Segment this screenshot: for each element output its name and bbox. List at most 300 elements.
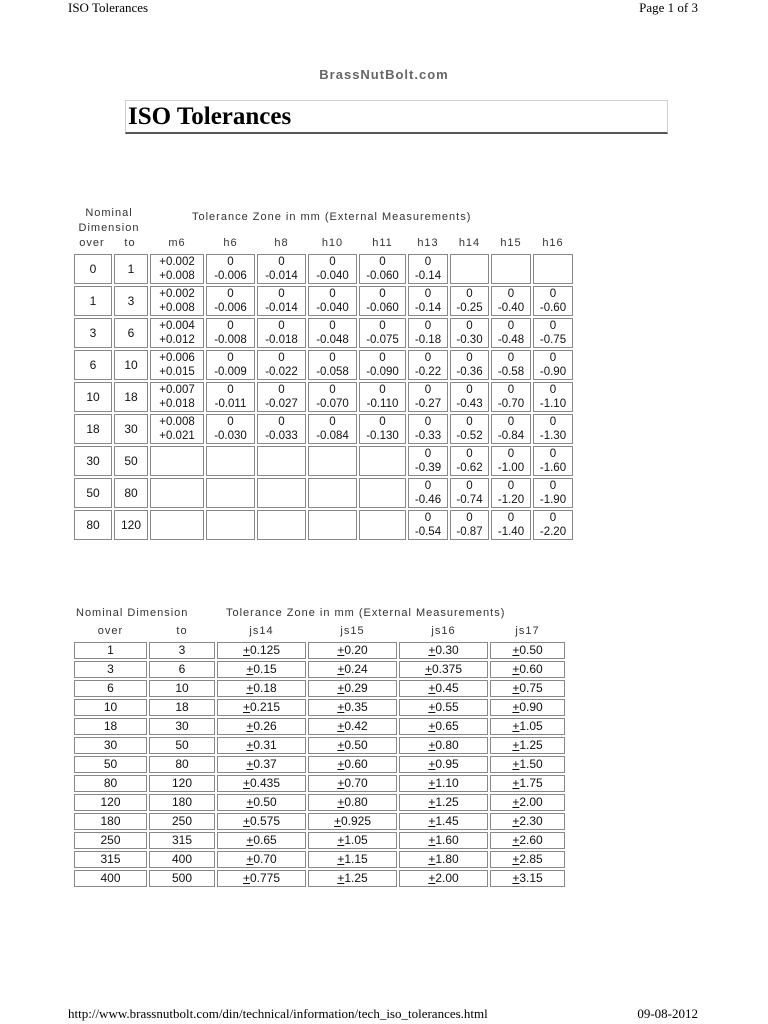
t1-tolerance-cell-h15: [491, 414, 531, 444]
t1-tolerance-cell-h8: [257, 286, 306, 316]
lower-deviation: -0.027: [265, 398, 298, 410]
lower-deviation: +0.021: [159, 430, 195, 442]
lower-deviation: -0.46: [414, 494, 442, 506]
lower-deviation: -0.130: [366, 430, 399, 442]
t1-over-cell: 10: [74, 382, 112, 412]
upper-deviation: 0: [466, 320, 473, 332]
t2-tolerance-cell-js14: [217, 813, 306, 830]
upper-deviation: 0: [424, 256, 432, 268]
t2-tolerance-cell-js16: [399, 718, 488, 735]
t2-over-cell: 1: [74, 642, 147, 659]
t2-col-js17: js17: [515, 625, 540, 637]
upper-deviation: 0: [329, 256, 336, 268]
t2-to-cell: 315: [149, 832, 215, 849]
t1-tolerance-cell-h6: [206, 478, 255, 508]
tolerance-value: 0.37: [253, 757, 277, 771]
plus-minus-sign: +: [337, 776, 345, 790]
t1-tolerance-cell-h6: [206, 350, 255, 380]
tolerance-value: 2.60: [519, 833, 543, 847]
print-footer-date: 09-08-2012: [637, 1006, 698, 1021]
t2-tolerance-cell-js17: [490, 642, 565, 659]
print-header-page-number: Page 1 of 3: [639, 0, 698, 15]
tolerance-value: 1.10: [435, 776, 459, 790]
plus-minus-sign: +: [246, 738, 254, 752]
t2-tolerance-cell-js14: [217, 737, 306, 754]
t1-tolerance-cell-h13: [408, 478, 448, 508]
tolerance-value: 1.60: [435, 833, 459, 847]
tolerance-value: 0.45: [435, 681, 459, 695]
t2-to-cell: 500: [149, 870, 215, 887]
t1-tolerance-cell-h14: [450, 318, 489, 348]
t2-tolerance-cell-js14: [217, 832, 306, 849]
tolerance-value: 1.75: [519, 776, 543, 790]
t2-tolerance-cell-js17: [490, 680, 565, 697]
upper-deviation: 0: [379, 320, 386, 332]
upper-deviation: 0: [549, 416, 557, 428]
lower-deviation: -1.10: [539, 398, 567, 410]
upper-deviation: 0: [424, 416, 432, 428]
lower-deviation: -0.058: [316, 366, 349, 378]
t1-tolerance-cell-h8: [257, 318, 306, 348]
lower-deviation: -1.00: [497, 462, 525, 474]
lower-deviation: -0.006: [214, 270, 247, 282]
plus-minus-sign: +: [337, 719, 345, 733]
t1-tolerance-cell-h6: [206, 510, 255, 540]
tolerance-value: 0.125: [249, 643, 281, 657]
upper-deviation: 0: [227, 320, 234, 332]
t1-tolerance-cell-h11: [359, 446, 406, 476]
t1-to-cell: 50: [114, 446, 148, 476]
t2-tolerance-cell-js16: [399, 661, 488, 678]
t1-tolerance-cell-h10: [308, 446, 357, 476]
t2-tolerance-cell-js15: [308, 794, 397, 811]
tolerance-value: 1.25: [344, 871, 368, 885]
upper-deviation: 0: [278, 320, 285, 332]
t1-tolerance-cell-h11: [359, 382, 406, 412]
lower-deviation: -0.58: [497, 366, 525, 378]
upper-deviation: 0: [507, 320, 515, 332]
table-row: [74, 794, 565, 811]
tolerance-value: 0.925: [340, 814, 372, 828]
t1-tolerance-cell-h14: [450, 414, 489, 444]
t1-tolerance-cell-h8: [257, 478, 306, 508]
t2-to-cell: 30: [149, 718, 215, 735]
upper-deviation: 0: [549, 352, 557, 364]
t2-col-over: over: [97, 625, 124, 637]
plus-minus-sign: +: [337, 852, 345, 866]
t1-zone-label: Tolerance Zone in mm (External Measurements): [192, 211, 472, 223]
t2-col-js14: js14: [249, 625, 274, 637]
lower-deviation: -0.110: [366, 398, 399, 410]
t2-tolerance-cell-js15: [308, 756, 397, 773]
lower-deviation: -0.90: [539, 366, 567, 378]
t2-tolerance-cell-js15: [308, 661, 397, 678]
table-row: [74, 414, 573, 444]
upper-deviation: 0: [329, 288, 336, 300]
t2-tolerance-cell-js14: [217, 699, 306, 716]
upper-deviation: +0.002: [159, 288, 195, 300]
t2-tolerance-cell-js14: [217, 775, 306, 792]
t2-col-js16: js16: [431, 625, 456, 637]
plus-minus-sign: +: [428, 871, 436, 885]
upper-deviation: 0: [278, 288, 285, 300]
plus-minus-sign: +: [242, 871, 250, 885]
plus-minus-sign: +: [512, 757, 520, 771]
t1-tolerance-cell-h11: [359, 478, 406, 508]
plus-minus-sign: +: [337, 700, 345, 714]
t1-tolerance-cell-h14: [450, 446, 489, 476]
table-row: [74, 699, 565, 716]
t2-to-cell: 10: [149, 680, 215, 697]
t1-tolerance-cell-h6: [206, 382, 255, 412]
plus-minus-sign: +: [246, 681, 254, 695]
lower-deviation: -0.060: [366, 270, 399, 282]
t1-to-cell: 18: [114, 382, 148, 412]
plus-minus-sign: +: [428, 700, 436, 714]
upper-deviation: 0: [549, 288, 557, 300]
t1-tolerance-cell-m6: [150, 350, 204, 380]
upper-deviation: +0.004: [159, 320, 195, 332]
lower-deviation: -0.090: [366, 366, 399, 378]
t1-tolerance-cell-h10: [308, 414, 357, 444]
t1-tolerance-cell-h6: [206, 254, 255, 284]
lower-deviation: -0.033: [265, 430, 298, 442]
plus-minus-sign: +: [512, 681, 520, 695]
t2-tolerance-cell-js17: [490, 661, 565, 678]
upper-deviation: 0: [329, 352, 336, 364]
t2-tolerance-cell-js14: [217, 642, 306, 659]
t2-to-cell: 180: [149, 794, 215, 811]
t2-tolerance-cell-js16: [399, 870, 488, 887]
t2-tolerance-cell-js15: [308, 832, 397, 849]
tolerance-table-js: [72, 640, 567, 889]
table-row: [74, 318, 573, 348]
upper-deviation: 0: [278, 352, 285, 364]
t1-tolerance-cell-h16: [533, 446, 573, 476]
t1-to-cell: 3: [114, 286, 148, 316]
tolerance-value: 3.15: [519, 871, 543, 885]
tolerance-value: 1.25: [519, 738, 543, 752]
t2-over-cell: 400: [74, 870, 147, 887]
plus-minus-sign: +: [428, 643, 436, 657]
upper-deviation: 0: [329, 320, 336, 332]
t2-tolerance-cell-js17: [490, 756, 565, 773]
t2-tolerance-cell-js14: [217, 680, 306, 697]
tolerance-value: 0.60: [344, 757, 368, 771]
t1-to-cell: 10: [114, 350, 148, 380]
t2-over-cell: 250: [74, 832, 147, 849]
plus-minus-sign: +: [512, 776, 520, 790]
table-row: [74, 813, 565, 830]
tolerance-value: 0.80: [344, 795, 368, 809]
lower-deviation: -0.43: [456, 398, 483, 410]
plus-minus-sign: +: [428, 833, 436, 847]
t1-tolerance-cell-h11: [359, 350, 406, 380]
t1-tolerance-cell-h11: [359, 286, 406, 316]
lower-deviation: +0.012: [159, 334, 195, 346]
tolerance-value: 0.42: [344, 719, 368, 733]
upper-deviation: 0: [329, 384, 336, 396]
tolerance-value: 1.25: [435, 795, 459, 809]
t1-tolerance-cell-h6: [206, 286, 255, 316]
t1-tolerance-cell-h13: [408, 318, 448, 348]
t1-col-h15: h15: [500, 237, 522, 249]
plus-minus-sign: +: [424, 662, 432, 676]
tolerance-table-h: [72, 252, 575, 542]
plus-minus-sign: +: [337, 871, 345, 885]
tolerance-value: 1.15: [344, 852, 368, 866]
tolerance-value: 0.26: [253, 719, 277, 733]
lower-deviation: -1.20: [497, 494, 525, 506]
t2-to-cell: 50: [149, 737, 215, 754]
t2-tolerance-cell-js16: [399, 851, 488, 868]
t1-col-m6: m6: [168, 237, 186, 249]
upper-deviation: 0: [549, 448, 557, 460]
t1-tolerance-cell-h14: [450, 350, 489, 380]
t2-tolerance-cell-js15: [308, 718, 397, 735]
t1-tolerance-cell-h6: [206, 446, 255, 476]
t1-over-cell: 18: [74, 414, 112, 444]
t2-tolerance-cell-js17: [490, 699, 565, 716]
lower-deviation: -1.90: [539, 494, 567, 506]
upper-deviation: 0: [507, 416, 515, 428]
tolerance-value: 0.435: [249, 776, 281, 790]
t2-tolerance-cell-js15: [308, 699, 397, 716]
t1-tolerance-cell-m6: [150, 254, 204, 284]
lower-deviation: -0.62: [456, 462, 483, 474]
tolerance-value: 0.55: [435, 700, 459, 714]
table-row: [74, 756, 565, 773]
t2-tolerance-cell-js16: [399, 794, 488, 811]
t1-tolerance-cell-h16: [533, 414, 573, 444]
lower-deviation: -0.022: [265, 366, 298, 378]
table-row: [74, 382, 573, 412]
lower-deviation: -0.070: [316, 398, 349, 410]
tolerance-value: 0.70: [253, 852, 277, 866]
t1-tolerance-cell-h16: [533, 286, 573, 316]
t1-tolerance-cell-h13: [408, 286, 448, 316]
t1-to-cell: 30: [114, 414, 148, 444]
t1-tolerance-cell-h6: [206, 414, 255, 444]
t2-to-cell: 18: [149, 699, 215, 716]
t1-tolerance-cell-h8: [257, 510, 306, 540]
lower-deviation: -1.40: [497, 526, 525, 538]
upper-deviation: 0: [379, 416, 386, 428]
t1-col-h16: h16: [542, 237, 564, 249]
plus-minus-sign: +: [246, 833, 254, 847]
t1-tolerance-cell-h13: [408, 382, 448, 412]
t1-tolerance-cell-h10: [308, 510, 357, 540]
upper-deviation: 0: [466, 512, 473, 524]
upper-deviation: 0: [424, 288, 432, 300]
plus-minus-sign: +: [512, 814, 520, 828]
t1-col-to: to: [124, 237, 136, 249]
t2-over-cell: 80: [74, 775, 147, 792]
t2-tolerance-cell-js17: [490, 794, 565, 811]
tolerance-value: 1.45: [435, 814, 459, 828]
t1-col-h6: h6: [223, 237, 238, 249]
t1-tolerance-cell-h16: [533, 478, 573, 508]
lower-deviation: -0.60: [539, 302, 567, 314]
lower-deviation: -0.008: [214, 334, 247, 346]
table-row: [74, 832, 565, 849]
t1-tolerance-cell-h13: [408, 510, 448, 540]
lower-deviation: +0.015: [159, 366, 195, 378]
lower-deviation: -0.36: [456, 366, 483, 378]
t2-over-cell: 3: [74, 661, 147, 678]
t2-col-to: to: [176, 625, 188, 637]
lower-deviation: -0.014: [265, 302, 298, 314]
title-box: [125, 100, 668, 134]
t2-col-js15: js15: [340, 625, 365, 637]
t1-over-cell: 80: [74, 510, 112, 540]
tolerance-value: 0.75: [519, 681, 543, 695]
t1-tolerance-cell-h16: [533, 318, 573, 348]
t2-tolerance-cell-js17: [490, 851, 565, 868]
t2-tolerance-cell-js16: [399, 699, 488, 716]
t1-col-h8: h8: [274, 237, 289, 249]
t1-tolerance-cell-m6: [150, 382, 204, 412]
lower-deviation: -0.14: [414, 270, 442, 282]
upper-deviation: 0: [424, 448, 432, 460]
lower-deviation: -0.84: [497, 430, 525, 442]
t1-tolerance-cell-h13: [408, 254, 448, 284]
upper-deviation: 0: [379, 384, 386, 396]
t2-tolerance-cell-js16: [399, 737, 488, 754]
t2-tolerance-cell-js16: [399, 756, 488, 773]
lower-deviation: -0.48: [497, 334, 525, 346]
t1-over-cell: 3: [74, 318, 112, 348]
plus-minus-sign: +: [512, 738, 520, 752]
t2-over-cell: 30: [74, 737, 147, 754]
t2-tolerance-cell-js17: [490, 870, 565, 887]
upper-deviation: 0: [507, 512, 515, 524]
t2-tolerance-cell-js16: [399, 775, 488, 792]
plus-minus-sign: +: [333, 814, 341, 828]
lower-deviation: -0.075: [366, 334, 399, 346]
t1-tolerance-cell-h8: [257, 446, 306, 476]
t1-over-cell: 0: [74, 254, 112, 284]
table-row: [74, 718, 565, 735]
t1-tolerance-cell-h15: [491, 350, 531, 380]
t1-tolerance-cell-h15: [491, 382, 531, 412]
upper-deviation: 0: [379, 256, 386, 268]
upper-deviation: 0: [466, 480, 473, 492]
plus-minus-sign: +: [428, 757, 436, 771]
tolerance-value: 0.18: [253, 681, 277, 695]
t1-tolerance-cell-m6: [150, 286, 204, 316]
t1-tolerance-cell-h16: [533, 382, 573, 412]
t1-tolerance-cell-h10: [308, 478, 357, 508]
t1-tolerance-cell-h6: [206, 318, 255, 348]
lower-deviation: -1.60: [539, 462, 567, 474]
table-row: [74, 737, 565, 754]
upper-deviation: +0.008: [159, 416, 195, 428]
lower-deviation: -2.20: [539, 526, 567, 538]
t1-tolerance-cell-m6: [150, 414, 204, 444]
t1-tolerance-cell-h8: [257, 254, 306, 284]
plus-minus-sign: +: [337, 757, 345, 771]
tolerance-value: 0.24: [344, 662, 368, 676]
tolerance-value: 0.90: [519, 700, 543, 714]
t2-tolerance-cell-js15: [308, 870, 397, 887]
t1-to-cell: 120: [114, 510, 148, 540]
t1-tolerance-cell-h8: [257, 414, 306, 444]
plus-minus-sign: +: [512, 795, 520, 809]
plus-minus-sign: +: [512, 833, 520, 847]
t2-tolerance-cell-js16: [399, 813, 488, 830]
tolerance-value: 0.50: [519, 643, 543, 657]
t2-over-cell: 18: [74, 718, 147, 735]
tolerance-value: 0.31: [253, 738, 277, 752]
tolerance-value: 0.20: [344, 643, 368, 657]
upper-deviation: +0.007: [159, 384, 195, 396]
t2-over-cell: 50: [74, 756, 147, 773]
lower-deviation: -0.87: [456, 526, 483, 538]
t1-tolerance-cell-m6: [150, 478, 204, 508]
t2-to-cell: 250: [149, 813, 215, 830]
t1-tolerance-cell-m6: [150, 446, 204, 476]
upper-deviation: 0: [424, 384, 432, 396]
lower-deviation: -0.27: [414, 398, 442, 410]
upper-deviation: 0: [424, 352, 432, 364]
plus-minus-sign: +: [337, 662, 345, 676]
tolerance-value: 0.70: [344, 776, 368, 790]
upper-deviation: 0: [466, 288, 473, 300]
t2-tolerance-cell-js15: [308, 642, 397, 659]
tolerance-value: 2.30: [519, 814, 543, 828]
t2-tolerance-cell-js15: [308, 680, 397, 697]
tolerance-value: 0.775: [249, 871, 281, 885]
t2-tolerance-cell-js14: [217, 870, 306, 887]
t2-over-cell: 180: [74, 813, 147, 830]
t1-tolerance-cell-h16: [533, 254, 573, 284]
t1-tolerance-cell-h15: [491, 254, 531, 284]
t2-tolerance-cell-js14: [217, 718, 306, 735]
t2-tolerance-cell-js15: [308, 851, 397, 868]
lower-deviation: -0.74: [456, 494, 483, 506]
tolerance-value: 0.65: [253, 833, 277, 847]
plus-minus-sign: +: [428, 852, 436, 866]
t1-to-cell: 80: [114, 478, 148, 508]
plus-minus-sign: +: [512, 662, 520, 676]
t2-zone-label: Tolerance Zone in mm (External Measurements): [226, 607, 506, 619]
t1-tolerance-cell-h14: [450, 286, 489, 316]
lower-deviation: -0.018: [265, 334, 298, 346]
plus-minus-sign: +: [246, 662, 254, 676]
t1-tolerance-cell-h10: [308, 350, 357, 380]
upper-deviation: 0: [379, 352, 386, 364]
t1-tolerance-cell-h15: [491, 478, 531, 508]
upper-deviation: 0: [424, 480, 432, 492]
lower-deviation: -1.30: [539, 430, 567, 442]
t1-over-cell: 30: [74, 446, 112, 476]
t1-tolerance-cell-h10: [308, 382, 357, 412]
upper-deviation: 0: [227, 384, 234, 396]
table-row: [74, 350, 573, 380]
tolerance-value: 0.80: [435, 738, 459, 752]
t1-col-h11: h11: [372, 237, 393, 249]
table-row: [74, 510, 573, 540]
t1-tolerance-cell-h10: [308, 318, 357, 348]
lower-deviation: -0.009: [214, 366, 247, 378]
upper-deviation: 0: [278, 416, 285, 428]
upper-deviation: 0: [466, 448, 473, 460]
tolerance-value: 2.00: [519, 795, 543, 809]
t2-tolerance-cell-js15: [308, 813, 397, 830]
t1-col-h13: h13: [417, 237, 439, 249]
t1-tolerance-cell-m6: [150, 318, 204, 348]
